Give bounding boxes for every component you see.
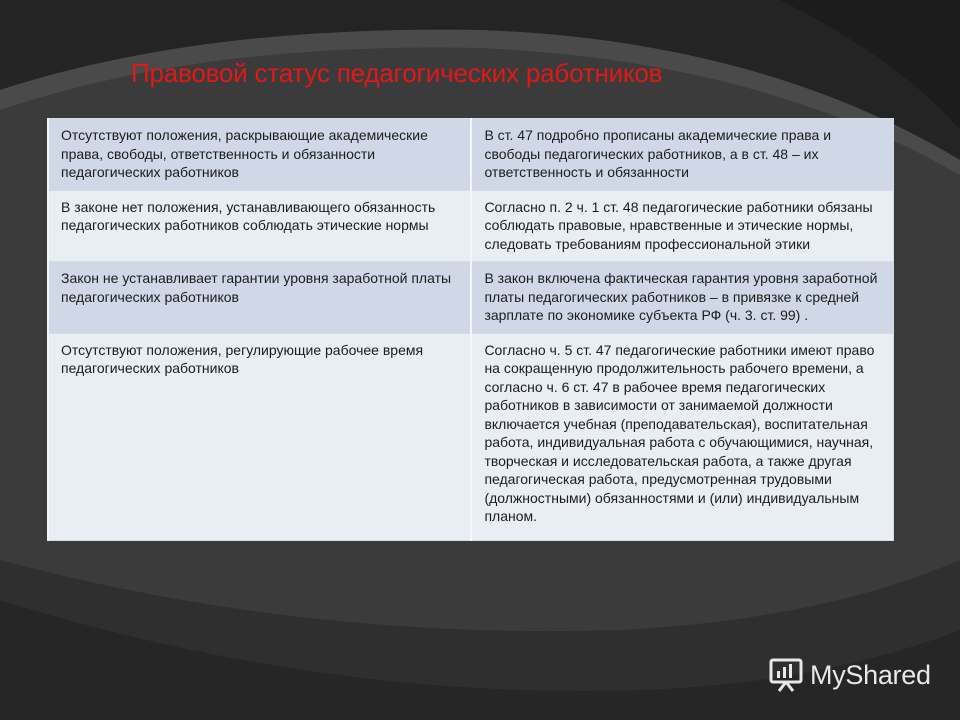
slide-title: Правовой статус педагогических работников — [131, 58, 663, 88]
table-row — [48, 119, 894, 191]
presentation-board-icon — [768, 657, 804, 693]
table-cell-right: В ст. 47 подробно прописаны академические права и свободы педагогических работников, а в ст. 48 – их ответственность и обязанности — [471, 119, 893, 191]
table-cell-right: Согласно п. 2 ч. 1 ст. 48 педагогические работники обязаны соблюдать правовые, нравственные и этические нормы, следовать требованиям профессиональной этики — [471, 190, 893, 262]
table-row — [48, 190, 894, 262]
table-cell-left: Закон не устанавливает гарантии уровня заработной платы педагогических работников — [48, 262, 471, 334]
table-cell-right: Согласно ч. 5 ст. 47 педагогические работники имеют право на сокращенную продолжительность рабочего времени, а согласно ч. 6 ст. 47 в рабочее время педагогических работников в зависимости от занимаемой должности включается учебная (преподавательская), воспитательная работа, индивидуальная работа с обучающимися, научная, творческая и исследовательская работа, а также другая педагогическая работа, предусмотренная трудовыми (должностными) обязанностями и (или) индивидуальным планом. — [471, 333, 893, 540]
table-cell-left: Отсутствуют положения, раскрывающие академические права, свободы, ответственность и обязанности педагогических работников — [48, 119, 471, 191]
watermark[interactable] — [768, 656, 931, 694]
table-row — [48, 262, 894, 334]
table-cell-left: В законе нет положения, устанавливающего обязанность педагогических работников соблюдать этические нормы — [48, 190, 471, 262]
table-row — [48, 333, 894, 540]
table-cell-left: Отсутствуют положения, регулирующие рабочее время педагогических работников — [48, 333, 471, 540]
watermark-text: MyShared — [810, 659, 931, 690]
table-cell-right: В закон включена фактическая гарантия уровня заработной платы педагогических работников – в привязке к средней зарплате по экономике субъекта РФ (ч. 3. ст. 99) . — [471, 262, 893, 334]
comparison-table — [47, 118, 894, 541]
